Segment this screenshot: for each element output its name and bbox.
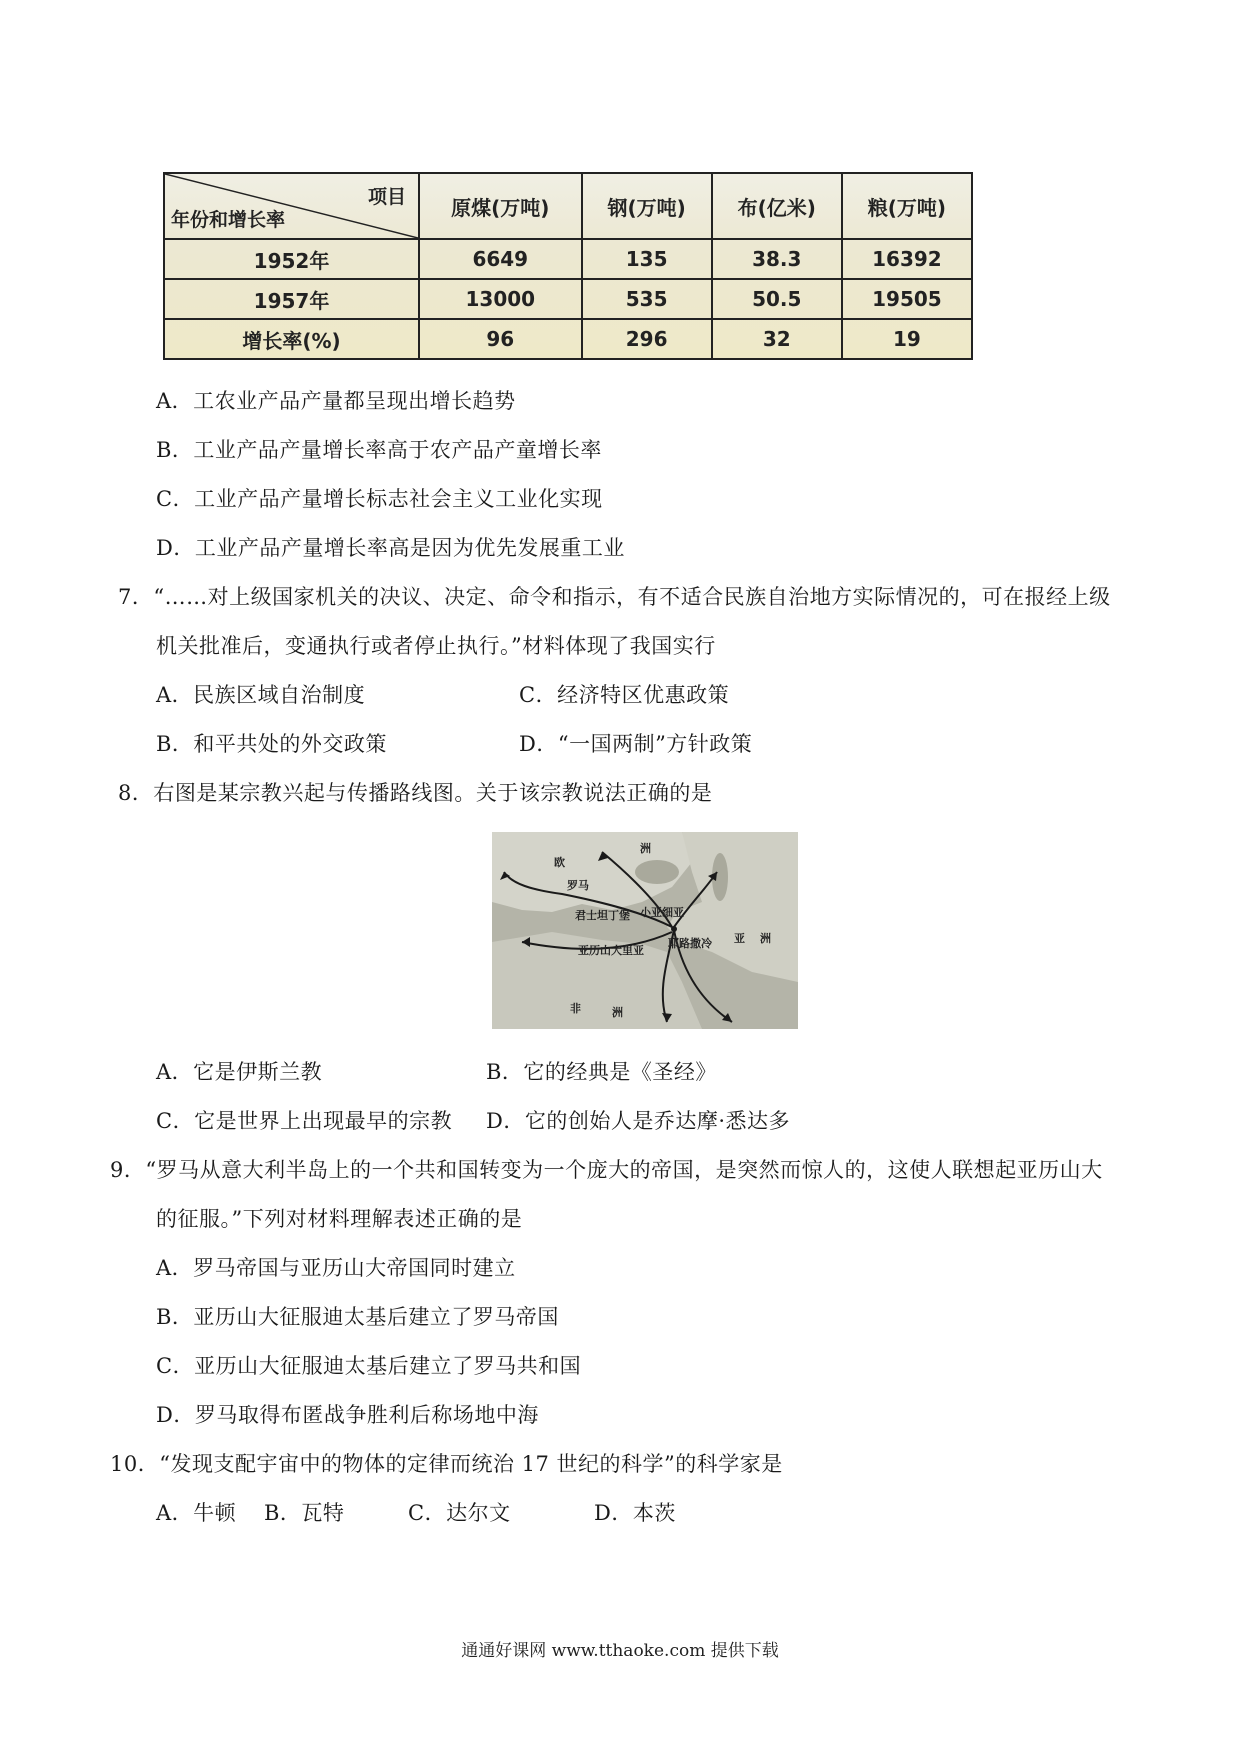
page-footer: 通通好课网 www.tthaoke.com 提供下载 xyxy=(461,1641,779,1661)
map-label-asia-zhou: 洲 xyxy=(760,932,771,945)
q9-option-c: C．亚历山大征服迪太基后建立了罗马共和国 xyxy=(156,1354,582,1378)
q9-option-d: D．罗马取得布匿战争胜利后称场地中海 xyxy=(156,1403,539,1427)
table-cell: 38.3 xyxy=(712,239,842,279)
q6-option-d: D．工业产品产量增长率高是因为优先发展重工业 xyxy=(156,536,625,560)
map-label-jerusalem: 耶路撒冷 xyxy=(668,937,712,950)
q9-stem-line1: 9．“罗马从意大利半岛上的一个共和国转变为一个庞大的帝国，是突然而惊人的，这使人联想起亚历山大 xyxy=(110,1158,1103,1182)
q10-option-a: A．牛顿 xyxy=(156,1501,237,1525)
table-cell: 296 xyxy=(582,319,712,359)
q8-stem: 8．右图是某宗教兴起与传播路线图。关于该宗教说法正确的是 xyxy=(118,781,713,805)
table-cell: 50.5 xyxy=(712,279,842,319)
q7-option-c: C．经济特区优惠政策 xyxy=(519,683,730,707)
table-header-row xyxy=(164,173,972,239)
table-cell: 16392 xyxy=(842,239,972,279)
table-cell: 13000 xyxy=(419,279,582,319)
table-cell: 96 xyxy=(419,319,582,359)
map-label-europe-zhou: 洲 xyxy=(640,842,651,855)
q6-option-b: B．工业产品产量增长率高于农产品产童增长率 xyxy=(156,438,602,462)
q10-option-c: C．达尔文 xyxy=(408,1501,511,1525)
religion-spread-map xyxy=(492,832,798,1029)
column-header: 布(亿米) xyxy=(712,173,842,239)
production-table xyxy=(163,172,973,360)
map-label-africa: 非 xyxy=(570,1002,581,1015)
table-cell: 19505 xyxy=(842,279,972,319)
map-graphic xyxy=(492,832,798,1029)
map-label-asia-minor: 小亚细亚 xyxy=(640,906,684,919)
table-row xyxy=(164,319,972,359)
q10-stem: 10．“发现支配宇宙中的物体的定律而统治 17 世纪的科学”的科学家是 xyxy=(110,1452,783,1476)
table-row xyxy=(164,239,972,279)
q9-option-a: A．罗马帝国与亚历山大帝国同时建立 xyxy=(156,1256,516,1280)
map-label-alexandria: 亚历山大里亚 xyxy=(578,944,644,957)
row-label: 增长率(%) xyxy=(164,319,419,359)
q8-option-a: A．它是伊斯兰教 xyxy=(156,1060,323,1084)
row-label: 1952年 xyxy=(164,239,419,279)
column-header: 粮(万吨) xyxy=(842,173,972,239)
map-label-asia: 亚 xyxy=(734,932,745,945)
q7-stem-line1: 7．“……对上级国家机关的决议、决定、命令和指示，有不适合民族自治地方实际情况的，可在报经上级 xyxy=(118,585,1111,609)
production-table-container xyxy=(163,172,973,358)
row-label: 1957年 xyxy=(164,279,419,319)
map-label-europe: 欧 xyxy=(554,856,565,869)
map-label-constantinople: 君士坦丁堡 xyxy=(575,909,630,922)
table-row xyxy=(164,279,972,319)
header-year-label: 年份和增长率 xyxy=(171,209,286,231)
q7-stem-line2: 机关批准后，变通执行或者停止执行。”材料体现了我国实行 xyxy=(156,634,716,658)
table-cell: 135 xyxy=(582,239,712,279)
header-item-label: 项目 xyxy=(367,186,406,208)
q8-option-b: B．它的经典是《圣经》 xyxy=(486,1060,717,1084)
table-cell: 6649 xyxy=(419,239,582,279)
q9-option-b: B．亚历山大征服迪太基后建立了罗马帝国 xyxy=(156,1305,559,1329)
q6-option-a: A．工农业产品产量都呈现出增长趋势 xyxy=(156,389,516,413)
q7-option-d: D．“一国两制”方针政策 xyxy=(519,732,753,756)
q7-option-a: A．民族区域自治制度 xyxy=(156,683,366,707)
table-cell: 535 xyxy=(582,279,712,319)
q6-option-c: C．工业产品产量增长标志社会主义工业化实现 xyxy=(156,487,603,511)
table-cell: 19 xyxy=(842,319,972,359)
q9-stem-line2: 的征服。”下列对材料理解表述正确的是 xyxy=(156,1207,523,1231)
q10-option-d: D．本茨 xyxy=(594,1501,676,1525)
q7-option-b: B．和平共处的外交政策 xyxy=(156,732,387,756)
column-header: 原煤(万吨) xyxy=(419,173,582,239)
map-label-africa-zhou: 洲 xyxy=(612,1006,623,1019)
column-header: 钢(万吨) xyxy=(582,173,712,239)
q8-option-c: C．它是世界上出现最早的宗教 xyxy=(156,1109,453,1133)
diagonal-header-cell xyxy=(164,173,419,239)
q10-option-b: B．瓦特 xyxy=(264,1501,345,1525)
q8-option-d: D．它的创始人是乔达摩·悉达多 xyxy=(486,1109,791,1133)
map-label-rome: 罗马 xyxy=(567,879,589,892)
table-cell: 32 xyxy=(712,319,842,359)
